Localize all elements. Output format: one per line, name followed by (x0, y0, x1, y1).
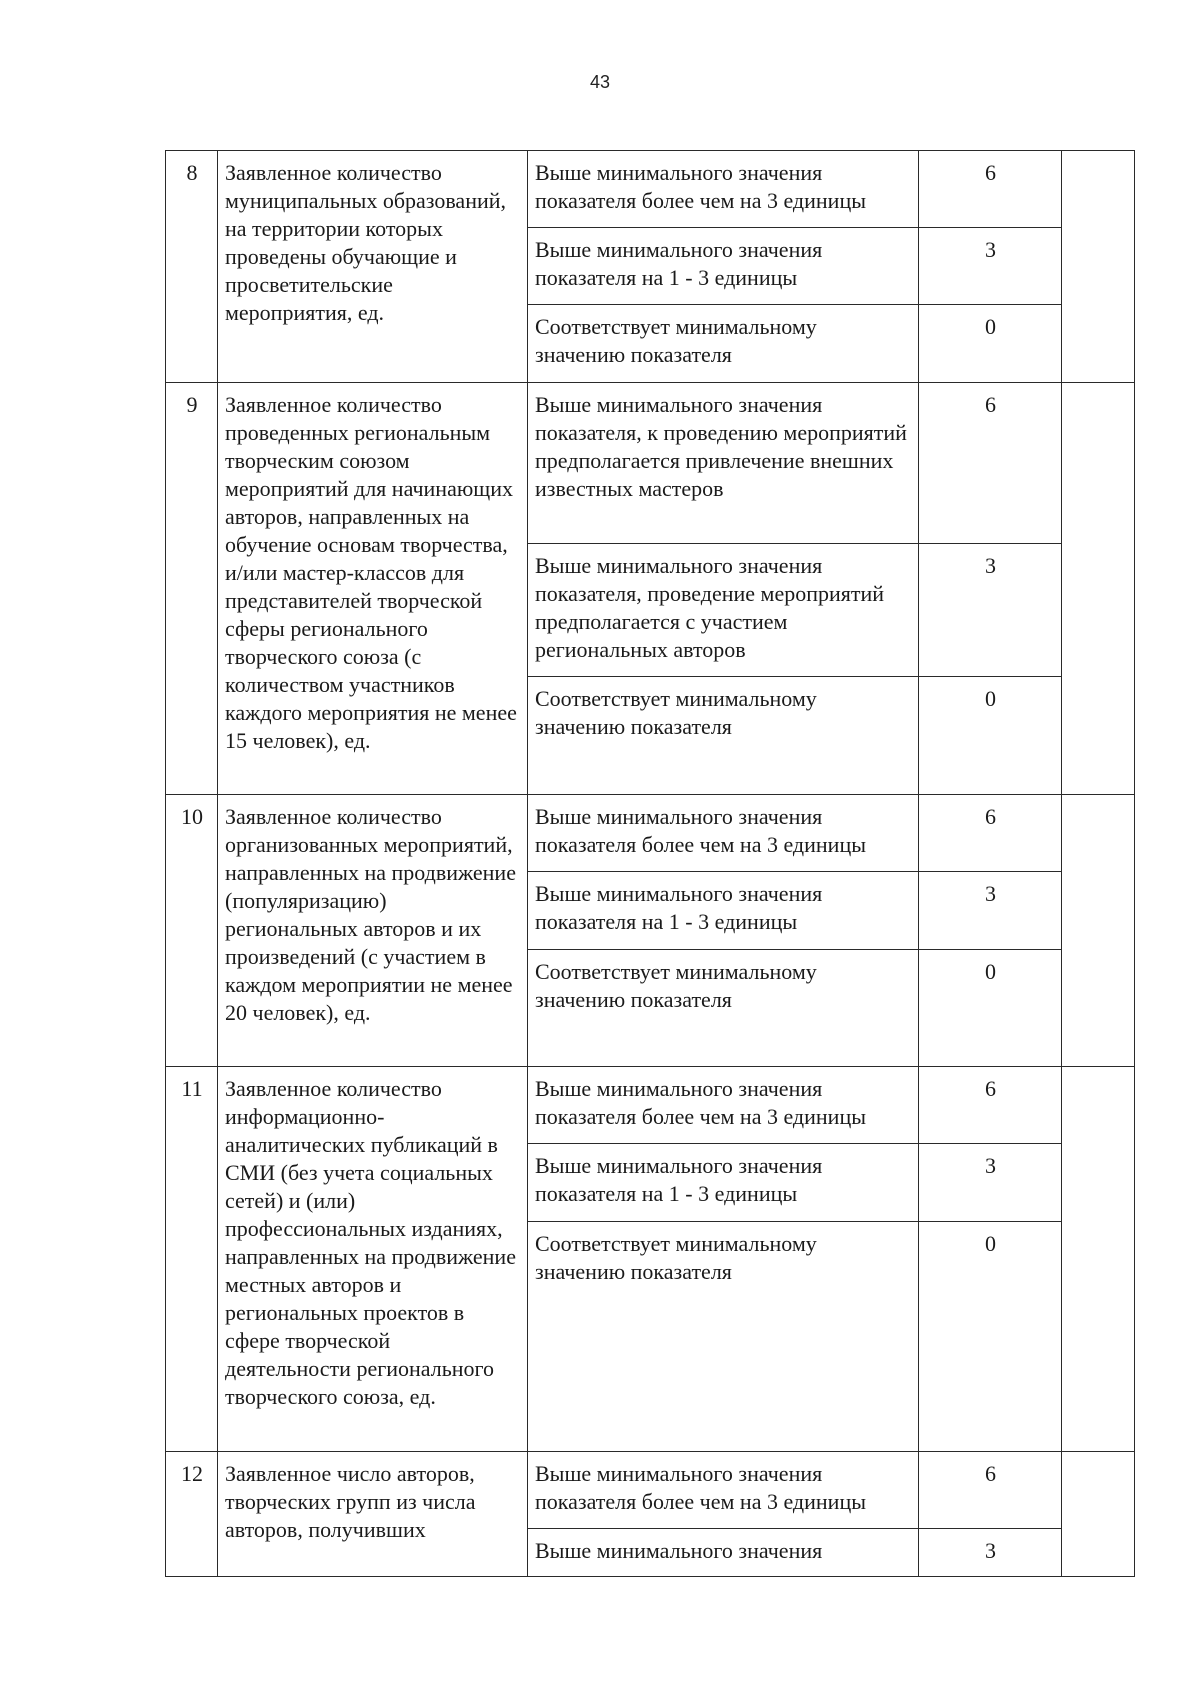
empty-cell (1062, 151, 1135, 383)
criterion-name: Заявленное количество муниципальных образований, на территории которых проведены обучающие и просветительские мероприятия, ед. (218, 151, 528, 383)
score-value: 3 (919, 544, 1062, 677)
score-value: 6 (919, 151, 1062, 228)
row-number: 10 (166, 795, 218, 1067)
criteria-table (165, 150, 1135, 1577)
table-row (166, 1452, 1135, 1529)
score-value: 6 (919, 383, 1062, 544)
score-value: 6 (919, 1452, 1062, 1529)
empty-cell (1062, 795, 1135, 1067)
condition-text: Соответствует минимальному значению показателя (528, 1222, 919, 1452)
condition-text: Выше минимального значения показателя на 1 - 3 единицы (528, 1144, 919, 1222)
score-value: 3 (919, 1529, 1062, 1577)
condition-text: Соответствует минимальному значению показателя (528, 305, 919, 383)
table-row (166, 383, 1135, 544)
condition-text: Выше минимального значения (528, 1529, 919, 1577)
condition-text: Выше минимального значения показателя более чем на 3 единицы (528, 1067, 919, 1144)
score-value: 6 (919, 795, 1062, 872)
condition-text: Выше минимального значения показателя на 1 - 3 единицы (528, 228, 919, 305)
condition-text: Выше минимального значения показателя более чем на 3 единицы (528, 795, 919, 872)
row-number: 11 (166, 1067, 218, 1452)
row-number: 12 (166, 1452, 218, 1577)
condition-text: Выше минимального значения показателя, к проведению мероприятий предполагается привлечение внешних известных мастеров (528, 383, 919, 544)
row-number: 8 (166, 151, 218, 383)
condition-text: Выше минимального значения показателя на 1 - 3 единицы (528, 872, 919, 950)
score-value: 3 (919, 872, 1062, 950)
condition-text: Выше минимального значения показателя более чем на 3 единицы (528, 1452, 919, 1529)
condition-text: Соответствует минимальному значению показателя (528, 950, 919, 1067)
condition-text: Соответствует минимальному значению показателя (528, 677, 919, 795)
criterion-name: Заявленное количество организованных мероприятий, направленных на продвижение (популяризацию) региональных авторов и их произведений (с участием в каждом мероприятии не менее 20 человек), ед. (218, 795, 528, 1067)
score-value: 0 (919, 1222, 1062, 1452)
condition-text: Выше минимального значения показателя более чем на 3 единицы (528, 151, 919, 228)
page-number: 43 (589, 72, 611, 92)
criterion-name: Заявленное число авторов, творческих групп из числа авторов, получивших (218, 1452, 528, 1577)
score-value: 6 (919, 1067, 1062, 1144)
criterion-name: Заявленное количество проведенных региональным творческим союзом мероприятий для начинающих авторов, направленных на обучение основам творчества, и/или мастер-классов для представителей творческой сферы регионального творческого союза (с количеством участников каждого мероприятия не менее 15 человек), ед. (218, 383, 528, 795)
table-row (166, 1067, 1135, 1144)
empty-cell (1062, 1452, 1135, 1577)
score-value: 0 (919, 677, 1062, 795)
criterion-name: Заявленное количество информационно-аналитических публикаций в СМИ (без учета социальных сетей) и (или) профессиональных изданиях, направленных на продвижение местных авторов и региональных проектов в сфере творческой деятельности регионального творческого союза, ед. (218, 1067, 528, 1452)
empty-cell (1062, 383, 1135, 795)
row-number: 9 (166, 383, 218, 795)
empty-cell (1062, 1067, 1135, 1452)
table-row (166, 151, 1135, 228)
table-row (166, 795, 1135, 872)
score-value: 0 (919, 305, 1062, 383)
score-value: 3 (919, 228, 1062, 305)
condition-text: Выше минимального значения показателя, проведение мероприятий предполагается с участием региональных авторов (528, 544, 919, 677)
score-value: 3 (919, 1144, 1062, 1222)
score-value: 0 (919, 950, 1062, 1067)
